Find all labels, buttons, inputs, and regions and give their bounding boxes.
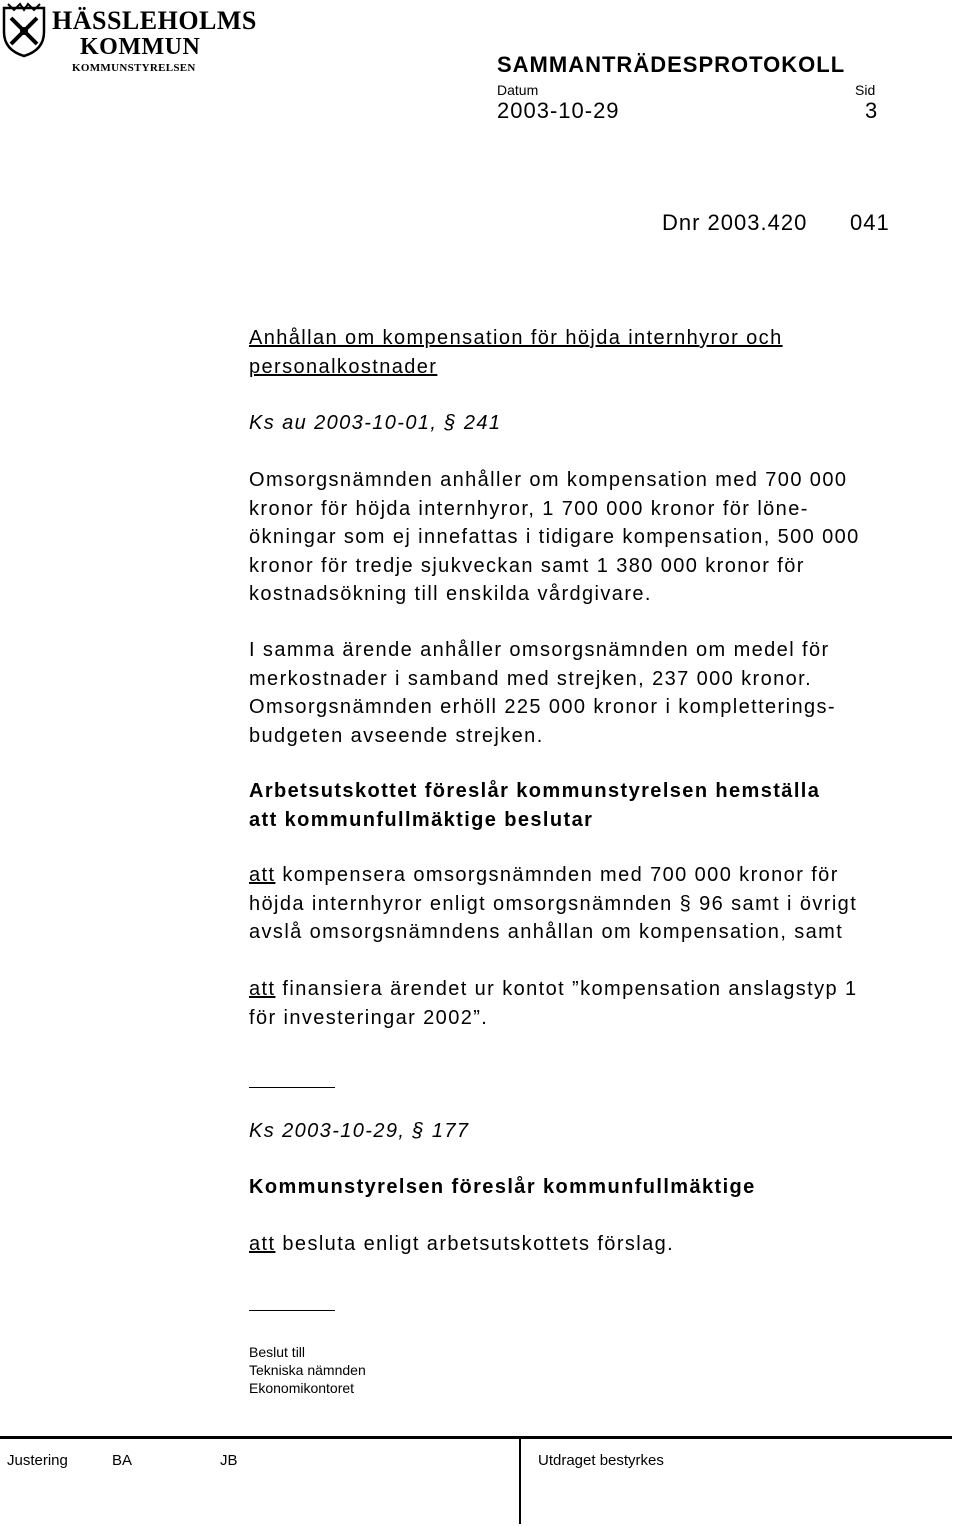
justering-label: Justering [7, 1452, 68, 1469]
ks-au-reference: Ks au 2003-10-01, § 241 [249, 412, 502, 434]
signature-1: BA [112, 1452, 133, 1469]
distribution-list: Beslut till Tekniska nämnden Ekonomikontoret [249, 1344, 366, 1396]
decision-item-3: att besluta enligt arbetsutskottets förslag. [249, 1233, 675, 1255]
logo-line3: KOMMUNSTYRELSEN [72, 62, 196, 74]
section-sign-icon: § [412, 1120, 425, 1142]
coat-of-arms-icon [2, 2, 46, 58]
diary-number: Dnr 2003.420 041 [662, 210, 890, 235]
ks-reference: Ks 2003-10-29, § 177 [249, 1120, 470, 1142]
paragraph-strike: I samma ärende anhåller omsorgsnämnden om medel för merkostnader i samband med strejken, 237 000 kronor. Omsorgsnämnden erhöll 225 000 kronor i kompletterings- budgeten avseende strejken. [249, 639, 836, 747]
page-number: 3 [865, 98, 878, 123]
page-label: Sid [855, 82, 876, 98]
separator-rule [249, 1310, 335, 1311]
document-title: SAMMANTRÄDESPROTOKOLL [497, 52, 846, 77]
meeting-date: 2003-10-29 [497, 98, 620, 123]
signature-2: JB [220, 1452, 238, 1469]
separator-rule [249, 1087, 335, 1088]
heading-line2: personalkostnader [249, 356, 438, 378]
ks-proposal-heading: Kommunstyrelsen föreslår kommunfullmäktige [249, 1176, 756, 1198]
municipality-logo [0, 0, 257, 78]
heading-line1: Anhållan om kompensation för höjda internhyror och [249, 327, 783, 349]
section-sign-icon: § [679, 892, 693, 915]
footer-rule [0, 1436, 952, 1439]
paragraph-request: Omsorgsnämnden anhåller om kompensation med 700 000 kronor för höjda internhyror, 1 700 000 kronor för löne- ökningar som ej innefattas i tidigare kompensation, 500 000 kronor för tredje sjukveckan samt 1 380 000 kronor för kostnadsökning till enskilda vårdgivare. [249, 469, 860, 605]
section-sign-icon: § [444, 412, 457, 434]
footer-divider [519, 1436, 521, 1524]
date-label: Datum [497, 82, 539, 98]
decision-item-1: att kompensera omsorgsnämnden med 700 000 kronor för höjda internhyror enligt omsorgsnämnden § 96 samt i övrigt avslå omsorgsnämndens anhållan om kompensation, samt [249, 864, 858, 943]
logo-line2: KOMMUN [80, 34, 201, 60]
logo-line1: HÄSSLEHOLMS [52, 6, 257, 35]
utdrag-label: Utdraget bestyrkes [538, 1452, 664, 1469]
decision-item-2: att finansiera ärendet ur kontot ”kompensation anslagstyp 1 för investeringar 2002”. [249, 978, 858, 1029]
proposal-heading: Arbetsutskottet föreslår kommunstyrelsen hemställa att kommunfullmäktige beslutar [249, 780, 821, 831]
